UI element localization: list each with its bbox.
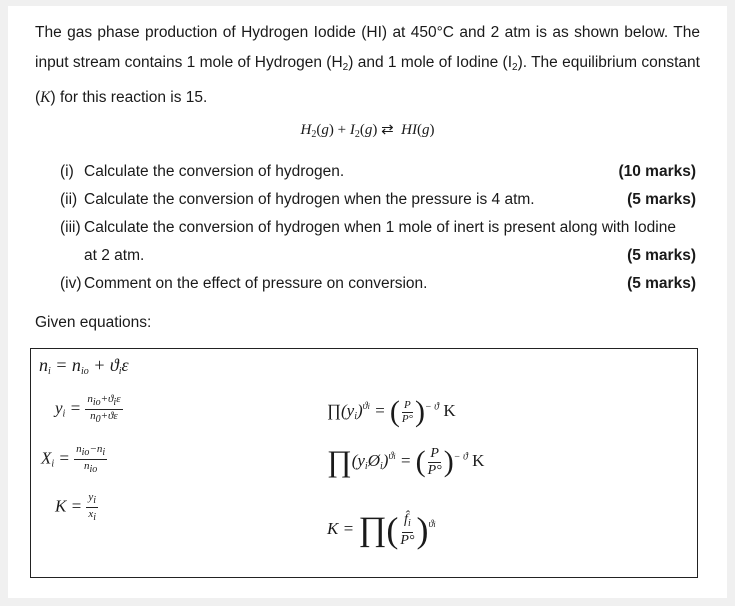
eq-ideal-equilibrium: $\prod(y_i)^{ϑi}$ = ( $\frac{P}{P^\circ}$ )$^{- ϑ}$ K xyxy=(327,395,456,428)
problem-statement: The gas phase production of Hydrogen Iodide (HI) at 450°C and 2 atm is as shown below. The input stream contains 1 mole of Hydrogen $(H_2)$ and 1 mole of Iodine $(I_2)$. The equilibrium constant (K) for this reaction is 15. xyxy=(35,24,700,106)
marks-1: (10 marks) xyxy=(618,163,696,180)
given-label: Given equations: xyxy=(35,314,152,331)
question-2: (ii) Calculate the conversion of hydrogen when the pressure is 4 atm. (5 marks) xyxy=(60,191,696,208)
eq-mole-fraction: $y_i$ = $\frac{\text{nio+ϑiε}}{n0+ϑ\varepsilon}$ xyxy=(55,393,121,425)
eq-moles: $n_i = n_{io} + ϑ_i\varepsilon$ xyxy=(39,355,129,377)
reaction-equation: $H_2(g) + I_2(g)$ ⇄ HI(g) xyxy=(300,122,435,140)
question-4: (iv) Comment on the effect of pressure on conversion. (5 marks) xyxy=(60,275,696,292)
eq-conversion: $X_i$ = $\frac{\text{nio−ni}}{\text{nio}}$ xyxy=(41,443,106,475)
question-1: (i) Calculate the conversion of hydrogen. (10 marks) xyxy=(60,163,696,180)
marks-4: (5 marks) xyxy=(627,275,696,292)
marks-2: (5 marks) xyxy=(627,191,696,208)
eq-fugacity-equilibrium: $\prod(y_iØ_i)^{ϑi}$ = ( $\frac{P}{P^\circ}$ )$^{- ϑ}$ K xyxy=(327,445,485,478)
document-page xyxy=(8,6,727,598)
equations-box xyxy=(30,348,698,578)
question-3: (iii) Calculate the conversion of hydrogen when 1 mole of inert is present along with Iodine xyxy=(60,219,676,236)
marks-3: (5 marks) xyxy=(627,247,696,264)
eq-k-fugacity: K = ∏( $\frac{f̂_i}{P^\circ}$ )$^{ϑi}$ xyxy=(327,510,436,550)
question-3-cont: at 2 atm. (5 marks) xyxy=(84,247,696,264)
eq-k-ratio: K = $\frac{yi}{xi}$ xyxy=(55,491,96,523)
